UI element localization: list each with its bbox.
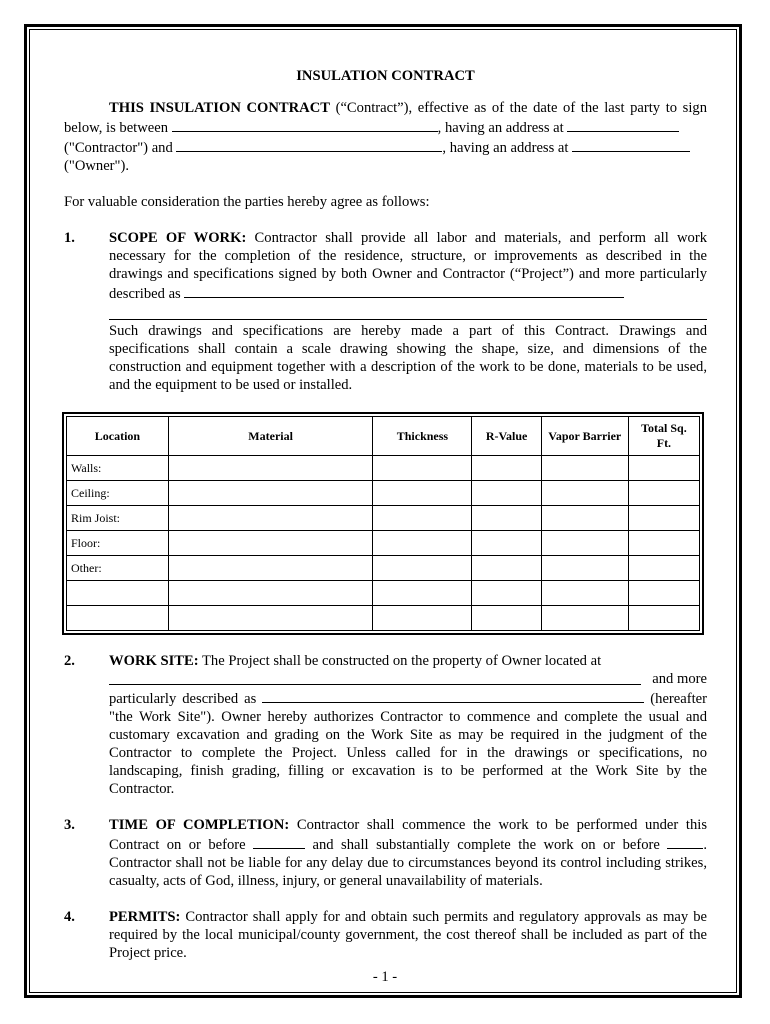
section-2-text-c [109, 688, 707, 798]
start-date-blank[interactable] [253, 834, 305, 849]
table-cell[interactable] [168, 606, 372, 631]
table-header-row [67, 417, 700, 456]
row-label: Other: [67, 556, 169, 581]
section-2-text-a [109, 652, 707, 670]
table-row [67, 606, 700, 631]
owner-name-blank[interactable] [176, 137, 442, 152]
section-3-text [109, 816, 707, 890]
table-cell[interactable] [168, 456, 372, 481]
section-4-body-a: Contractor shall apply for and obtain such permits and regulatory approvals as may be required by the local municipal/county government, the cost thereof shall be included as part of the Project price. [109, 909, 707, 961]
section-1-text-a [109, 229, 707, 303]
row-label[interactable] [67, 581, 169, 606]
table-cell[interactable] [472, 556, 541, 581]
table-cell[interactable] [168, 556, 372, 581]
header-r-value: R-Value [472, 417, 541, 456]
table-cell[interactable] [628, 556, 699, 581]
section-work-site [64, 652, 707, 798]
table-cell[interactable] [472, 481, 541, 506]
header-material: Material [168, 417, 372, 456]
section-number: 4. [64, 909, 75, 925]
property-location-blank[interactable] [109, 670, 641, 685]
project-description-line-2[interactable] [109, 303, 707, 320]
section-2-described-as: particularly described as [109, 691, 263, 707]
completion-date-blank[interactable] [667, 834, 703, 849]
table-cell[interactable] [373, 556, 472, 581]
intro-text-1: (“Contract”), effective as of the date of the last party to sign below, is between [64, 100, 707, 136]
header-total-sq-ft: Total Sq. Ft. [628, 417, 699, 456]
header-location: Location [67, 417, 169, 456]
section-heading: SCOPE OF WORK: [109, 230, 247, 246]
intro-paragraph [64, 99, 707, 137]
row-label: Floor: [67, 531, 169, 556]
table-row [67, 556, 700, 581]
section-2-and-more: and more [652, 671, 707, 687]
section-3-body-c: . Contractor shall not be liable for any delay due to circumstances beyond its control including strikes, casualty, acts of God, illness, injury, or general unavailability of materials. [109, 837, 707, 889]
table-cell[interactable] [472, 456, 541, 481]
table-cell[interactable] [472, 581, 541, 606]
table-cell[interactable] [168, 481, 372, 506]
intro-bold-lead: THIS INSULATION CONTRACT [109, 100, 330, 116]
section-number: 1. [64, 230, 75, 246]
row-label: Ceiling: [67, 481, 169, 506]
table-cell[interactable] [541, 606, 628, 631]
section-3-body-a: Contractor shall commence the work to be performed under this Contract on or before [109, 817, 708, 853]
section-heading: TIME OF COMPLETION: [109, 817, 290, 833]
table-cell[interactable] [541, 556, 628, 581]
table-cell[interactable] [541, 481, 628, 506]
table-cell[interactable] [373, 456, 472, 481]
table-cell[interactable] [472, 531, 541, 556]
section-1-text-b: Such drawings and specifications are hereby made a part of this Contract. Drawings and specifications shall contain a scale drawing showing the shape, size, and dimensions of the construction and equipment together with a description of the work to be done, materials to be used, and the equipment to be used or installed. [109, 323, 707, 393]
document-title: INSULATION CONTRACT [296, 68, 475, 84]
table-cell[interactable] [373, 481, 472, 506]
table-cell[interactable] [628, 456, 699, 481]
table-cell[interactable] [628, 531, 699, 556]
section-time-of-completion [64, 816, 707, 890]
table-row [67, 531, 700, 556]
table-row [67, 456, 700, 481]
intro-text-2: , having an address at [437, 120, 568, 136]
table-row [67, 581, 700, 606]
table-cell[interactable] [541, 456, 628, 481]
consideration-text: For valuable consideration the parties hereby agree as follows: [64, 194, 430, 210]
row-label[interactable] [67, 606, 169, 631]
project-description-blank[interactable] [184, 283, 624, 298]
owner-address-blank[interactable] [572, 137, 690, 152]
row-label: Walls: [67, 456, 169, 481]
table-cell[interactable] [373, 606, 472, 631]
section-2-line-2 [109, 670, 707, 688]
table-cell[interactable] [628, 506, 699, 531]
intro-owner-line [64, 137, 707, 157]
section-heading: WORK SITE: [109, 653, 199, 669]
section-heading: PERMITS: [109, 909, 181, 925]
page-number: - 1 - [372, 969, 398, 985]
intro-text-4: , having an address at [442, 140, 573, 156]
section-3-body-b: and shall substantially complete the work on or before [305, 837, 668, 853]
section-4-text [109, 908, 707, 962]
section-1-body-a: Contractor shall provide all labor and materials, and perform all work necessary for the completion of the residence, structure, or improvements as described in the drawings and specifications signed by both Owner and Contractor (“Project”) and more particularly described as [109, 230, 707, 302]
contractor-address-blank[interactable] [567, 117, 679, 132]
table-cell[interactable] [541, 581, 628, 606]
table-cell[interactable] [373, 581, 472, 606]
section-permits [64, 908, 707, 962]
table-cell[interactable] [541, 531, 628, 556]
header-thickness: Thickness [373, 417, 472, 456]
section-2-body-d: (hereafter "the Work Site"). Owner hereby authorizes Contractor to commence and complete the usual and customary excavation and grading on the Work Site as may be required in the judgment of the Contractor to complete the Project. Unless called for in the drawings or specifications, no landscaping, finish grading, filling or excavation is to be performed at the Work Site by the Contractor. [109, 691, 708, 797]
table-cell[interactable] [168, 531, 372, 556]
document-body [64, 64, 707, 962]
table-cell[interactable] [628, 481, 699, 506]
header-vapor-barrier: Vapor Barrier [541, 417, 628, 456]
table-cell[interactable] [541, 506, 628, 531]
table-cell[interactable] [373, 531, 472, 556]
table-cell[interactable] [628, 606, 699, 631]
intro-owner-label: ("Owner"). [64, 158, 129, 174]
table-cell[interactable] [373, 506, 472, 531]
row-label: Rim Joist: [67, 506, 169, 531]
table-cell[interactable] [168, 581, 372, 606]
section-scope-of-work [64, 229, 707, 394]
table-row [67, 481, 700, 506]
table-cell[interactable] [472, 506, 541, 531]
intro-text-3: ("Contractor") and [64, 140, 177, 156]
table-row [67, 506, 700, 531]
contractor-name-blank[interactable] [172, 117, 438, 132]
section-number: 2. [64, 653, 75, 669]
insulation-table [62, 412, 704, 635]
table-cell[interactable] [168, 506, 372, 531]
section-2-body-a: The Project shall be constructed on the property of Owner located at [198, 653, 602, 669]
table-cell[interactable] [628, 581, 699, 606]
section-number: 3. [64, 817, 75, 833]
table-cell[interactable] [472, 606, 541, 631]
property-description-blank[interactable] [262, 688, 644, 703]
